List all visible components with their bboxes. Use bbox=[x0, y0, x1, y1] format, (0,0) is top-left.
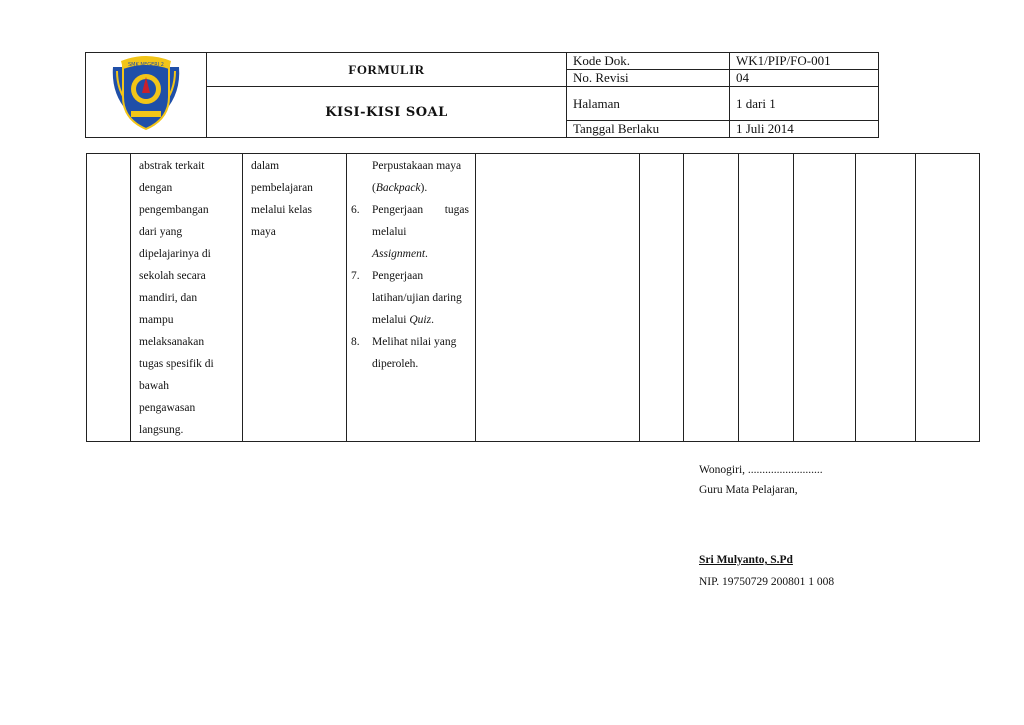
signer-nip: NIP. 19750729 200801 1 008 bbox=[699, 576, 835, 588]
description-line: dipelajarinya di bbox=[139, 248, 211, 260]
meta-label-kode: Kode Dok. bbox=[567, 53, 730, 70]
description-line: mandiri, dan bbox=[139, 292, 198, 304]
table-cell-empty bbox=[856, 154, 916, 442]
activity-line: Assignment. bbox=[372, 248, 428, 260]
description-line: sekolah secara bbox=[139, 270, 206, 282]
signer-role: Guru Mata Pelajaran, bbox=[699, 484, 798, 496]
description-line: pengawasan bbox=[139, 402, 196, 414]
description-line: mampu bbox=[139, 314, 174, 326]
meta-value-kode: WK1/PIP/FO-001 bbox=[730, 53, 879, 70]
activity-line: Perpustakaan maya bbox=[372, 160, 462, 172]
table-cell-context bbox=[243, 154, 347, 442]
activity-line: (Backpack). bbox=[372, 182, 428, 194]
context-line: melalui kelas bbox=[251, 204, 312, 216]
description-line: melaksanakan bbox=[139, 336, 205, 348]
description-line: bawah bbox=[139, 380, 170, 392]
description-line: dengan bbox=[139, 182, 173, 194]
document-header bbox=[85, 52, 879, 136]
table-cell-empty bbox=[916, 154, 980, 442]
table-cell-activities bbox=[347, 154, 476, 442]
description-line: langsung. bbox=[139, 424, 184, 436]
meta-label-tanggal: Tanggal Berlaku bbox=[567, 121, 730, 138]
table-cell-empty bbox=[640, 154, 684, 442]
table-cell-empty bbox=[684, 154, 739, 442]
meta-value-halaman: 1 dari 1 bbox=[730, 87, 879, 121]
activity-item-7: 7. Pengerjaan bbox=[351, 270, 424, 282]
logo-text: SMK NEGERI 2 bbox=[127, 62, 165, 68]
kisi-table bbox=[86, 153, 923, 439]
activity-line: latihan/ujian daring bbox=[372, 292, 462, 304]
table-cell-empty bbox=[739, 154, 794, 442]
signer-name: Sri Mulyanto, S.Pd bbox=[699, 554, 793, 566]
meta-value-tanggal: 1 Juli 2014 bbox=[730, 121, 879, 138]
table-cell-empty bbox=[794, 154, 856, 442]
table-cell-description bbox=[131, 154, 243, 442]
meta-value-revisi: 04 bbox=[730, 70, 879, 87]
form-subtitle: KISI-KISI SOAL bbox=[207, 87, 567, 138]
meta-label-halaman: Halaman bbox=[567, 87, 730, 121]
school-logo-icon bbox=[109, 53, 183, 133]
table-cell-empty bbox=[476, 154, 640, 442]
logo-cell bbox=[86, 53, 207, 138]
description-line: abstrak terkait bbox=[139, 160, 205, 172]
activity-item-6: 6. Pengerjaan tugas bbox=[351, 204, 469, 216]
description-line: pengembangan bbox=[139, 204, 209, 216]
activity-line: melalui bbox=[372, 226, 407, 238]
place-date: Wonogiri, .......................... bbox=[699, 464, 823, 476]
context-line: maya bbox=[251, 226, 276, 238]
activity-item-8: 8. Melihat nilai yang bbox=[351, 336, 457, 348]
description-line: tugas spesifik di bbox=[139, 358, 214, 370]
activity-line: diperoleh. bbox=[372, 358, 419, 370]
signature-block bbox=[699, 464, 939, 588]
form-title: FORMULIR bbox=[207, 53, 567, 87]
context-line: dalam bbox=[251, 160, 280, 172]
activity-line: melalui Quiz. bbox=[372, 314, 434, 326]
description-line: dari yang bbox=[139, 226, 183, 238]
context-line: pembelajaran bbox=[251, 182, 313, 194]
meta-label-revisi: No. Revisi bbox=[567, 70, 730, 87]
table-cell-empty bbox=[87, 154, 131, 442]
